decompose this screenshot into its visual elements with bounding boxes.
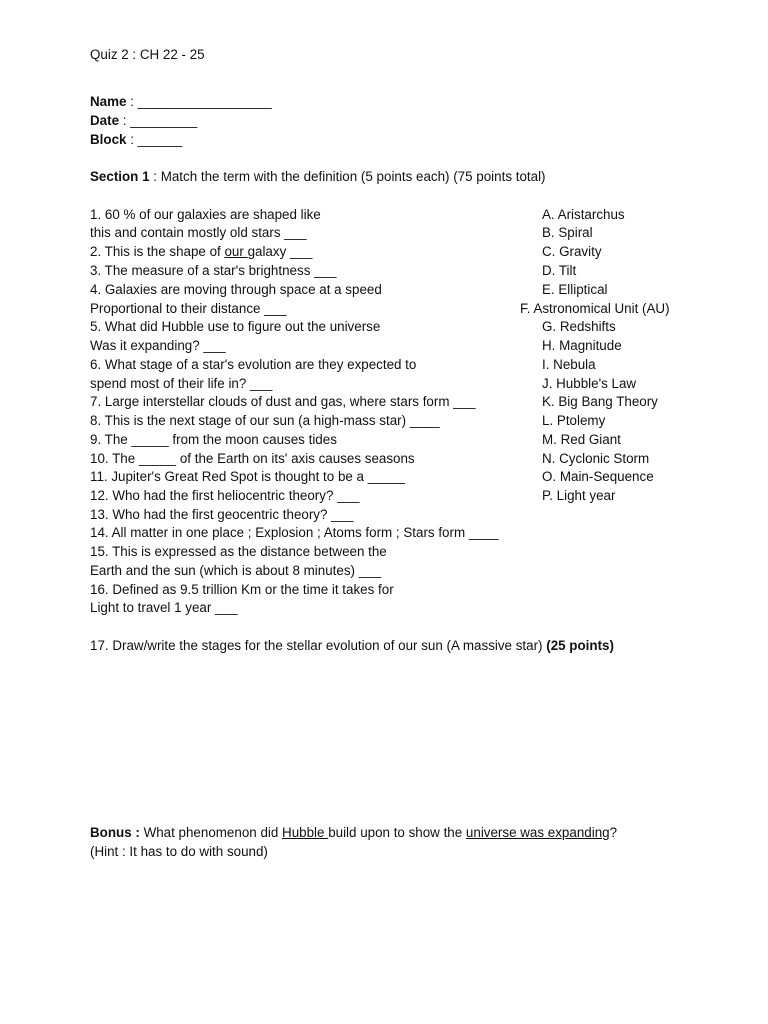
answer-a: A. Aristarchus — [542, 207, 625, 222]
question-14: 14. All matter in one place ; Explosion ; Atoms form ; Stars form ____ — [90, 525, 499, 540]
question-16-line-1: 16. Defined as 9.5 trillion Km or the time it takes for — [90, 582, 394, 597]
question-17 — [90, 637, 614, 656]
answer-h: H. Magnitude — [542, 338, 622, 353]
question-17-text: 17. Draw/write the stages for the stellar evolution of our sun (A massive star) — [90, 638, 547, 653]
question-6-line-1: 6. What stage of a star's evolution are they expected to — [90, 357, 417, 372]
question-4-line-2: Proportional to their distance ___ — [90, 301, 287, 316]
question-2-underlined: our — [224, 244, 248, 259]
bonus-label: Bonus : — [90, 825, 140, 840]
question-1-line-2: this and contain mostly old stars ___ — [90, 225, 307, 240]
question-2-pre: 2. This is the shape of — [90, 244, 225, 259]
date-field — [90, 112, 197, 131]
question-8: 8. This is the next stage of our sun (a high-mass star) ____ — [90, 413, 440, 428]
question-11: 11. Jupiter's Great Red Spot is thought to be a _____ — [90, 469, 405, 484]
answer-b: B. Spiral — [542, 225, 593, 240]
answer-g: G. Redshifts — [542, 319, 616, 334]
date-blank: : _________ — [119, 113, 198, 128]
block-field — [90, 131, 182, 150]
bonus-hubble: Hubble — [282, 825, 329, 840]
answer-p: P. Light year — [542, 488, 616, 503]
question-2 — [90, 243, 312, 262]
question-7: 7. Large interstellar clouds of dust and gas, where stars form ___ — [90, 394, 476, 409]
answer-m: M. Red Giant — [542, 432, 621, 447]
question-9: 9. The _____ from the moon causes tides — [90, 432, 337, 447]
bonus-expanding: universe was expanding — [465, 825, 610, 840]
question-10: 10. The _____ of the Earth on its' axis causes seasons — [90, 451, 415, 466]
question-3: 3. The measure of a star's brightness ___ — [90, 263, 337, 278]
bonus-text-2: build upon to show the — [328, 825, 466, 840]
question-15-line-2: Earth and the sun (which is about 8 minutes) ___ — [90, 563, 382, 578]
answer-l: L. Ptolemy — [542, 413, 606, 428]
quiz-header: Quiz 2 : CH 22 - 25 — [90, 47, 205, 62]
answer-o: O. Main-Sequence — [542, 469, 654, 484]
question-16-line-2: Light to travel 1 year ___ — [90, 600, 238, 615]
bonus-text-1: What phenomenon did — [139, 825, 283, 840]
question-6-line-2: spend most of their life in? ___ — [90, 376, 273, 391]
answer-k: K. Big Bang Theory — [542, 394, 658, 409]
date-label: Date — [90, 113, 120, 128]
answer-d: D. Tilt — [542, 263, 577, 278]
answer-j: J. Hubble's Law — [542, 376, 637, 391]
bonus-text-3: ? — [609, 825, 618, 840]
question-12: 12. Who had the first heliocentric theory? ___ — [90, 488, 360, 503]
bonus-hint: (Hint : It has to do with sound) — [90, 844, 268, 859]
question-15-line-1: 15. This is expressed as the distance between the — [90, 544, 387, 559]
question-5-line-2: Was it expanding? ___ — [90, 338, 226, 353]
question-5-line-1: 5. What did Hubble use to figure out the universe — [90, 319, 381, 334]
question-1-line-1: 1. 60 % of our galaxies are shaped like — [90, 207, 321, 222]
block-blank: : ______ — [126, 132, 183, 147]
section1-label: Section 1 — [90, 169, 150, 184]
section1-instruction: : Match the term with the definition (5 points each) (75 points total) — [149, 169, 546, 184]
question-2-post: galaxy ___ — [247, 244, 313, 259]
answer-f: F. Astronomical Unit (AU) — [520, 301, 670, 316]
name-field — [90, 93, 272, 112]
question-17-points: (25 points) — [546, 638, 614, 653]
answer-n: N. Cyclonic Storm — [542, 451, 650, 466]
block-label: Block — [90, 132, 127, 147]
name-blank: : __________________ — [126, 94, 272, 109]
question-4-line-1: 4. Galaxies are moving through space at a speed — [90, 282, 382, 297]
answer-c: C. Gravity — [542, 244, 602, 259]
question-13: 13. Who had the first geocentric theory? ___ — [90, 507, 354, 522]
bonus-question — [90, 824, 617, 843]
section1-heading — [90, 168, 546, 187]
name-label: Name — [90, 94, 127, 109]
answer-i: I. Nebula — [542, 357, 596, 372]
answer-e: E. Elliptical — [542, 282, 608, 297]
